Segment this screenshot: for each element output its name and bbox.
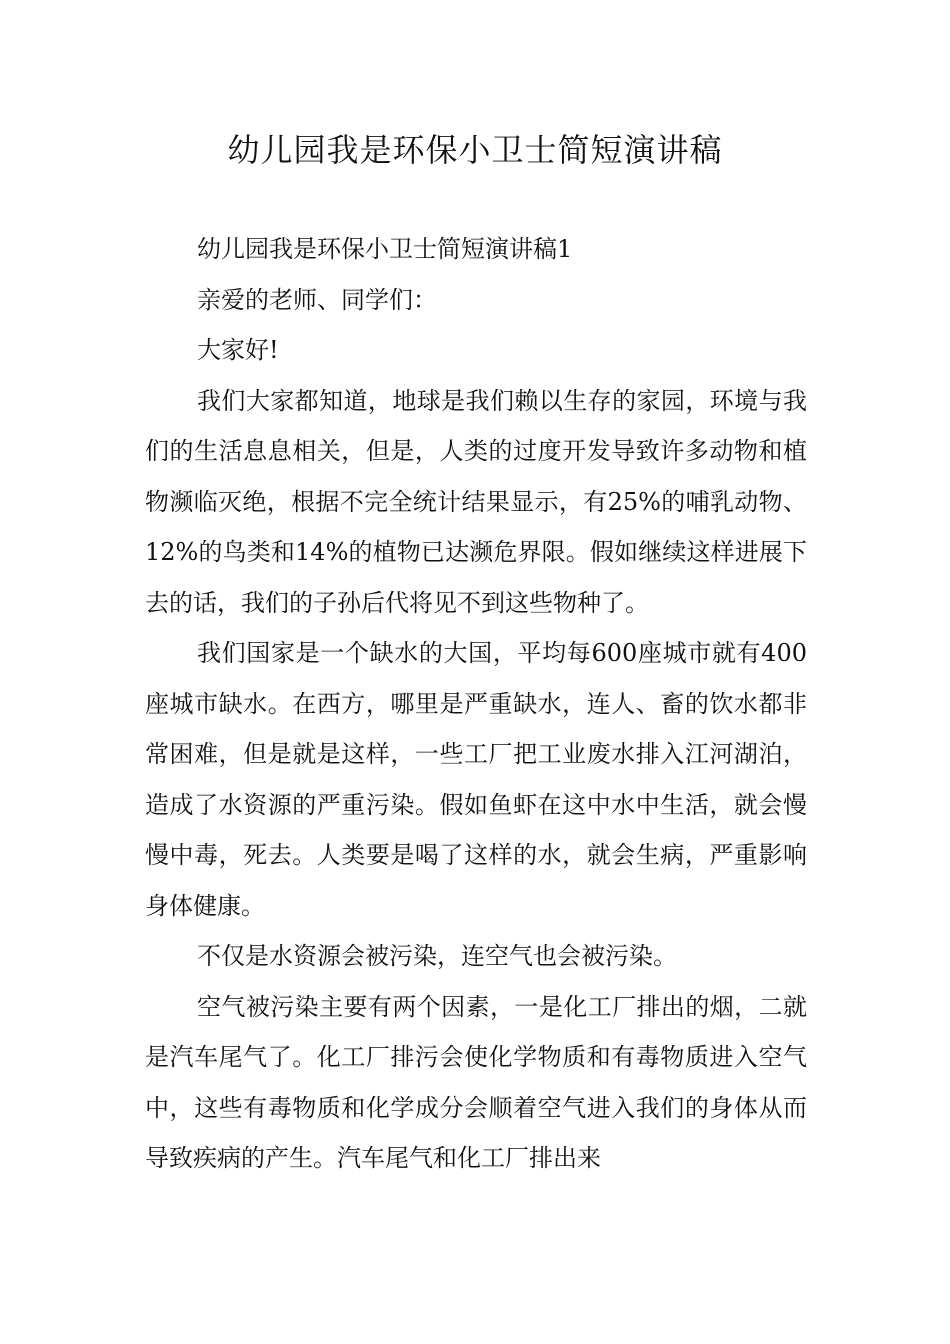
subtitle-paragraph: 幼儿园我是环保小卫士简短演讲稿1 [197,235,573,263]
salutation-paragraph: 亲爱的老师、同学们： [197,285,437,314]
document-body [145,224,807,1184]
body-paragraph: 不仅是水资源会被污染，连空气也会被污染。 [197,942,677,970]
body-paragraph: 我们大家都知道，地球是我们赖以生存的家园，环境与我们的生活息息相关，但是，人类的过度开发导致许多动物和植物濒临灭绝，根据不完全统计结果显示，有25%的哺乳动物、12%的鸟类和14%的植物已达濒危界限。假如继续这样进展下去的话，我们的子孙后代将见不到这些物种了。 [145,386,807,617]
document-title: 幼儿园我是环保小卫士简短演讲稿 [227,131,723,169]
greeting-paragraph: 大家好! [197,336,279,364]
body-paragraph: 空气被污染主要有两个因素，一是化工厂排出的烟，二就是汽车尾气了。化工厂排污会使化学物质和有毒物质进入空气中，这些有毒物质和化学成分会顺着空气进入我们的身体从而导致疾病的产生。汽车尾气和化工厂排出来 [145,992,807,1172]
body-paragraph: 我们国家是一个缺水的大国，平均每600座城市就有400座城市缺水。在西方，哪里是严重缺水，连人、畜的饮水都非常困难，但是就是这样，一些工厂把工业废水排入江河湖泊，造成了水资源的严重污染。假如鱼虾在这中水中生活，就会慢慢中毒，死去。人类要是喝了这样的水，就会生病，严重影响身体健康。 [145,639,807,920]
